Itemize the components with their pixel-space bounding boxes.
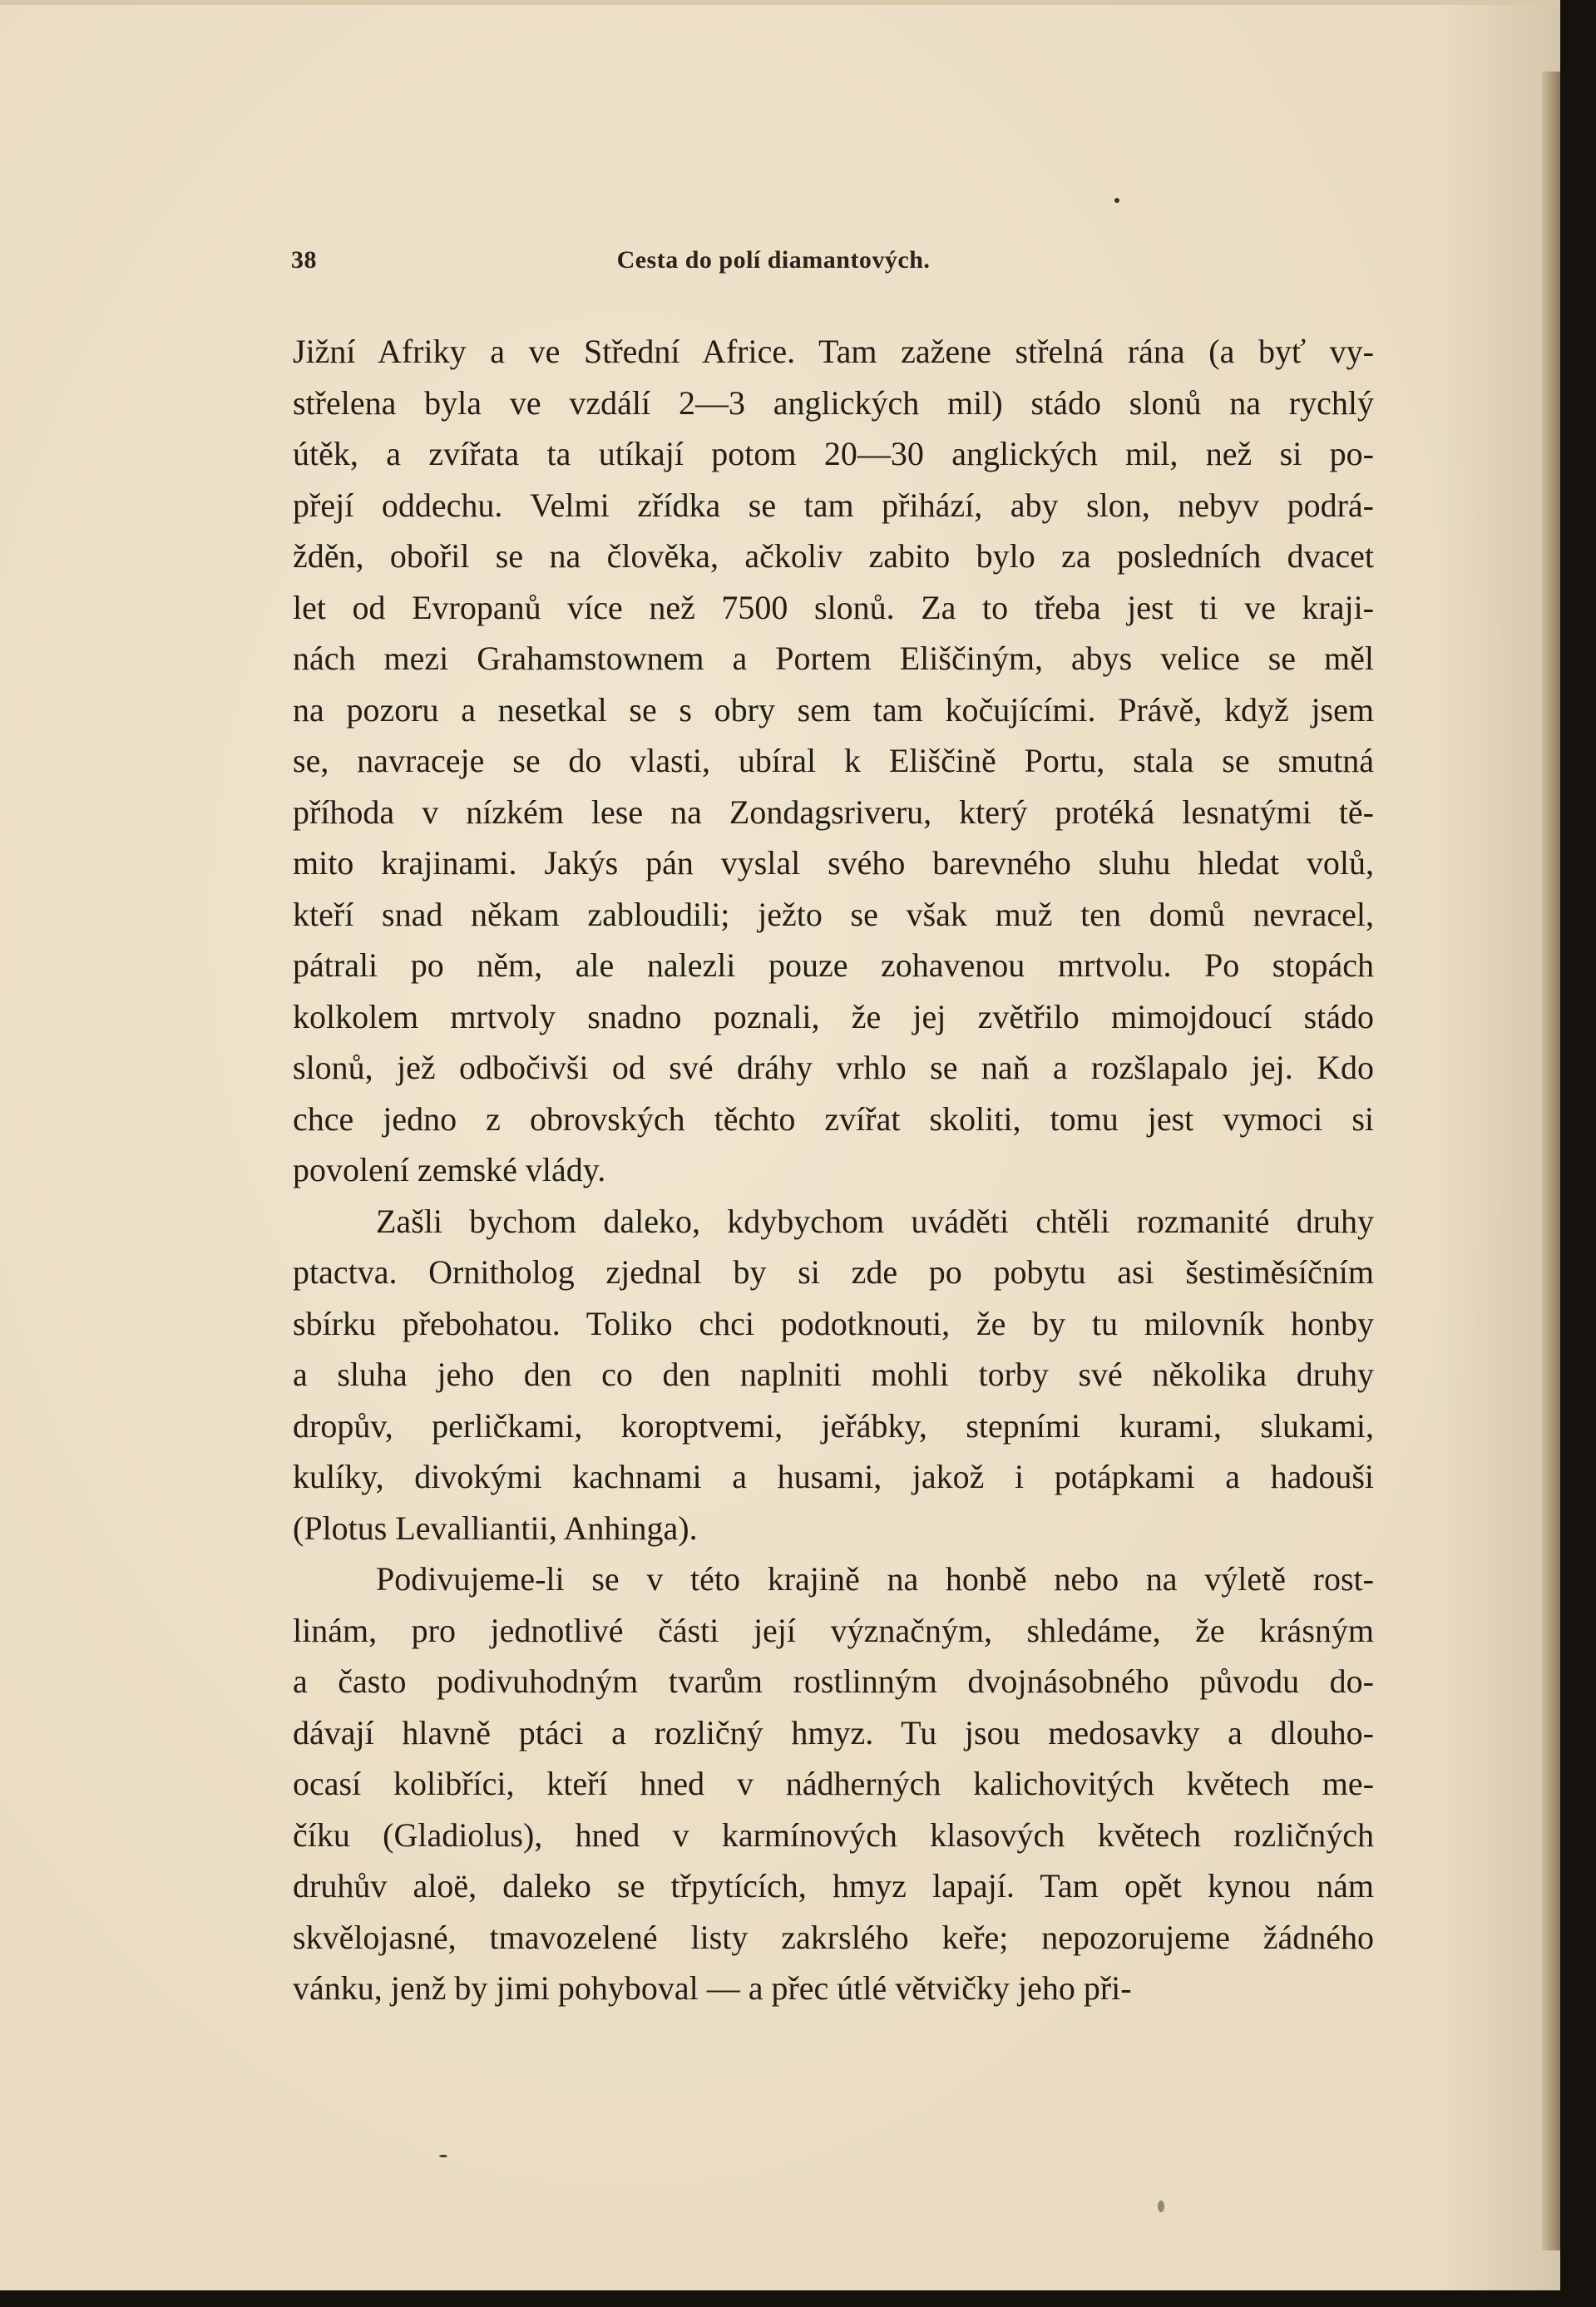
paragraph xyxy=(293,1554,1374,2014)
text-line: útěk, a zvířata ta utíkají potom 20—30 anglických mil, než si po- xyxy=(293,435,1374,472)
text-line: mito krajinami. Jakýs pán vyslal svého barevného sluhu hledat volů, xyxy=(293,844,1374,882)
text-line: kteří snad někam zabloudili; ježto se však muž ten domů nevracel, xyxy=(293,895,1374,933)
text-line: na pozoru a nesetkal se s obry sem tam kočujícími. Právě, když jsem xyxy=(293,690,1374,729)
text-line: povolení zemské vlády. xyxy=(293,1151,606,1188)
page-header xyxy=(291,246,1381,279)
running-title: Cesta do polí diamantových. xyxy=(616,246,931,274)
text-line: pátrali po něm, ale nalezli pouze zohavenou mrtvolu. Po stopách xyxy=(293,946,1374,984)
text-line: dávají hlavně ptáci a rozličný hmyz. Tu jsou medosavky a dlouho- xyxy=(293,1713,1374,1751)
text-line: skvělojasné, tmavozelené listy zakrslého keře; nepozorujeme žádného xyxy=(293,1918,1374,1956)
paper-speck xyxy=(1114,198,1119,203)
text-line: linám, pro jednotlivé části její význačným, shledáme, že krásným xyxy=(293,1611,1374,1649)
paper-speck xyxy=(1158,2201,1164,2212)
text-line: a sluha jeho den co den naplniti mohli torby své několika druhy xyxy=(293,1356,1374,1393)
text-line: ocasí kolibříci, kteří hned v nádherných kalichovitých květech me- xyxy=(293,1765,1374,1802)
paragraph xyxy=(293,1196,1374,1554)
text-line: kolkolem mrtvoly snadno poznali, že jej zvětřilo mimojdoucí stádo xyxy=(293,997,1374,1035)
body-text xyxy=(293,326,1374,2014)
text-line: let od Evropanů více než 7500 slonů. Za to třeba jest ti ve kraji- xyxy=(293,588,1374,626)
text-line: ptactva. Ornitholog zjednal by si zde po pobytu asi šestiměsíčním xyxy=(293,1253,1374,1291)
text-line: kulíky, divokými kachnami a husami, jakož i potápkami a hadouši xyxy=(293,1458,1374,1495)
text-line: střelena byla ve vzdálí 2—3 anglických mil) stádo slonů na rychlý xyxy=(293,383,1374,422)
text-line: nách mezi Grahamstownem a Portem Eliščiným, abys velice se měl xyxy=(293,640,1374,677)
text-line: a často podivuhodným tvarům rostlinným dvojnásobného původu do- xyxy=(293,1662,1374,1700)
text-line: Jižní Afriky a ve Střední Africe. Tam zažene střelná rána (a byť vy- xyxy=(293,333,1374,370)
paper-speck xyxy=(439,2155,447,2157)
text-line: vánku, jenž by jimi pohyboval — a přec útlé větvičky jeho při- xyxy=(293,1969,1132,2007)
text-line: Zašli bychom daleko, kdybychom uváděti chtěli rozmanité druhy xyxy=(376,1202,1374,1240)
text-line: dropův, perličkami, koroptvemi, jeřábky, stepními kurami, slukami, xyxy=(293,1406,1374,1445)
text-line: sbírku přebohatou. Toliko chci podotknouti, že by tu milovník honby xyxy=(293,1304,1374,1342)
text-line: (Plotus Levalliantii, Anhinga). xyxy=(293,1509,698,1547)
text-line: příhoda v nízkém lese na Zondagsriveru, který protéká lesnatými tě- xyxy=(293,793,1374,831)
page-gutter-shadow xyxy=(1542,72,1560,2250)
text-line: přejí oddechu. Velmi zřídka se tam přihází, aby slon, nebyv podrá- xyxy=(293,486,1374,524)
text-line: chce jedno z obrovských těchto zvířat skoliti, tomu jest vymoci si xyxy=(293,1099,1374,1138)
text-line: žděn, obořil se na člověka, ačkoliv zabito bylo za posledních dvacet xyxy=(293,537,1374,575)
text-line: slonů, jež odbočivši od své dráhy vrhlo se naň a rozšlapalo jej. Kdo xyxy=(293,1049,1374,1086)
text-line: se, navraceje se do vlasti, ubíral k Eliščině Portu, stala se smutná xyxy=(293,742,1374,779)
paragraph xyxy=(293,326,1374,1196)
text-line: Podivujeme-li se v této krajině na honbě nebo na výletě rost- xyxy=(376,1560,1374,1598)
text-line: číku (Gladiolus), hned v karmínových klasových květech rozličných xyxy=(293,1815,1374,1854)
text-line: druhův aloë, daleko se třpytících, hmyz lapají. Tam opět kynou nám xyxy=(293,1867,1374,1904)
page-number: 38 xyxy=(291,246,317,274)
